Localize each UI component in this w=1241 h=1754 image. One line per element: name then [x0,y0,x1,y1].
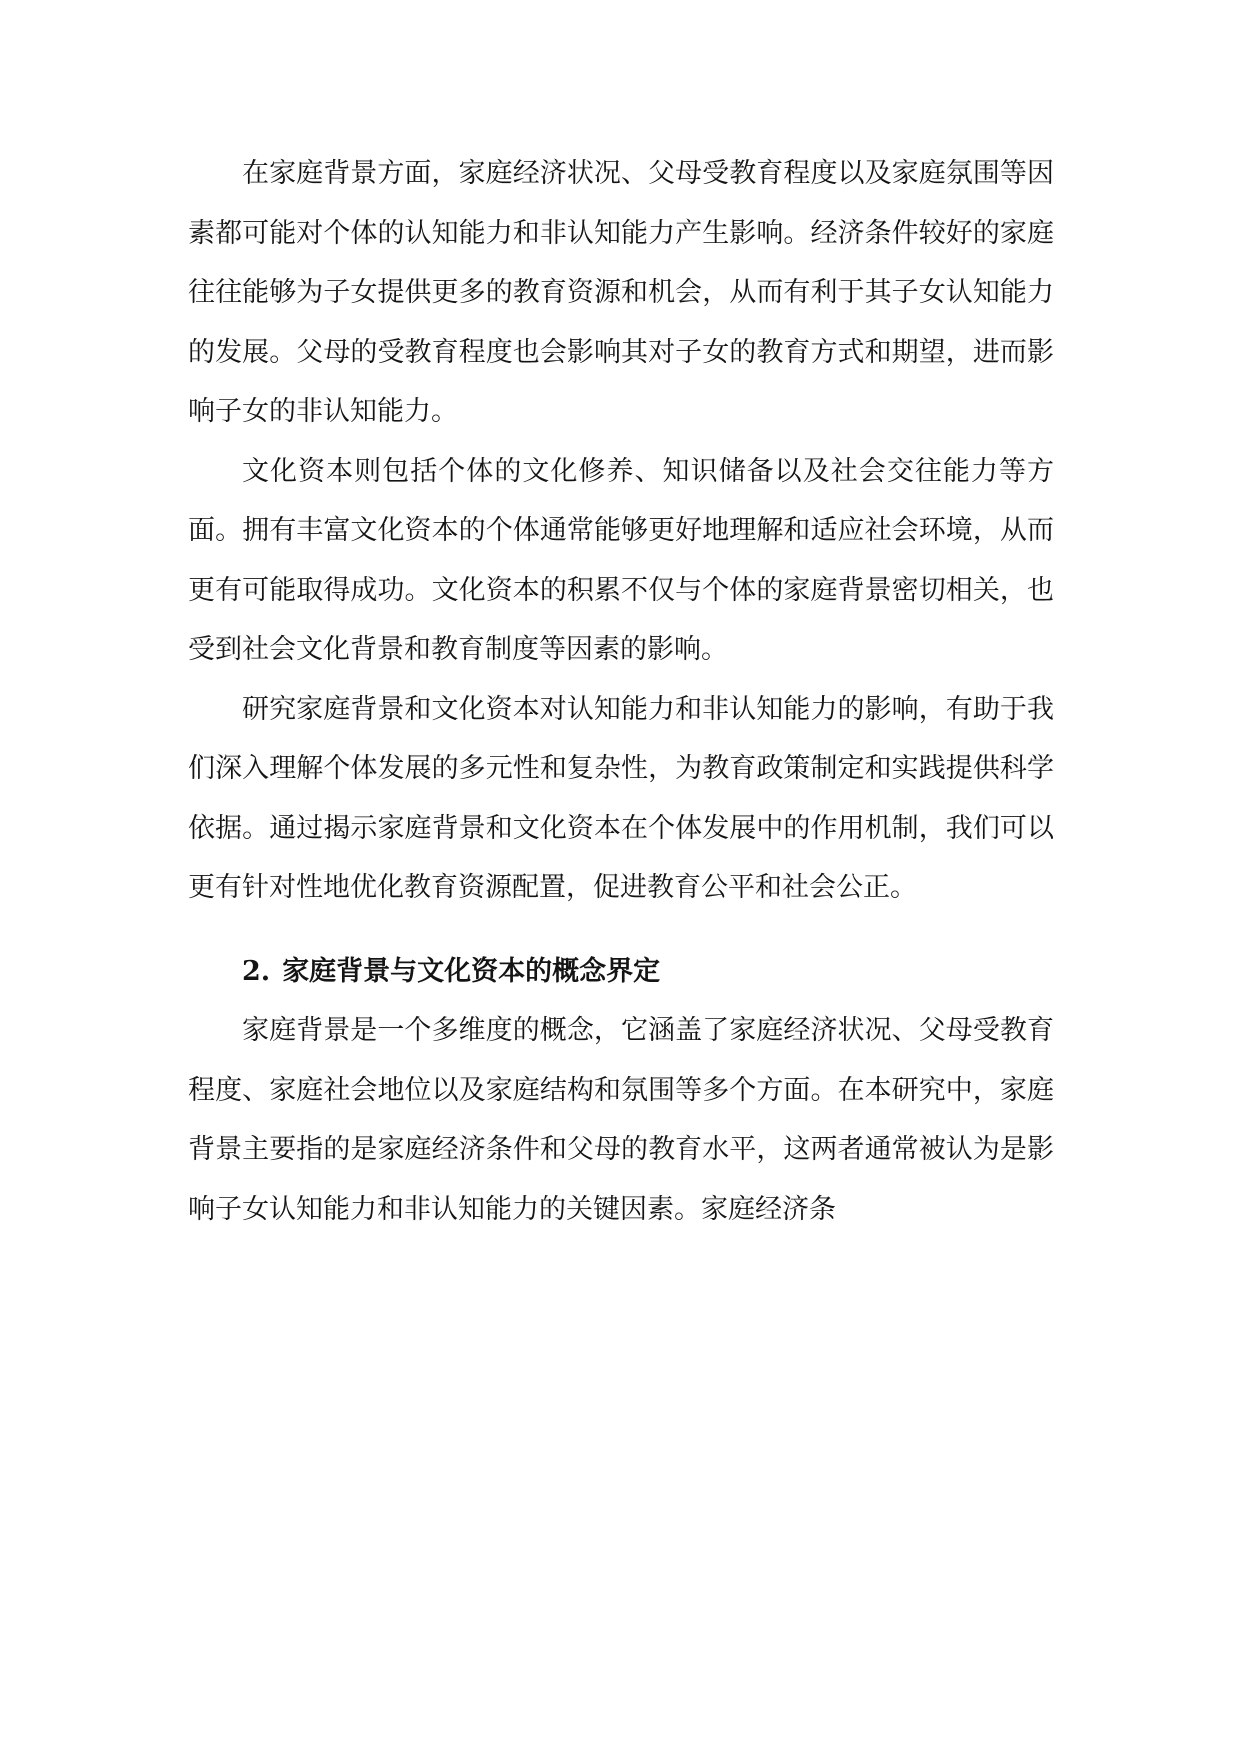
section-title: 家庭背景与文化资本的概念界定 [282,955,661,987]
paragraph-family-background-definition: 家庭背景是一个多维度的概念，它涵盖了家庭经济状况、父母受教育程度、家庭社会地位以及家庭结构和氛围等多个方面。在本研究中，家庭背景主要指的是家庭经济条件和父母的教育水平，这两者通常被认为是影响子女认知能力和非认知能力的关键因素。家庭经济条 [188,1015,1054,1225]
section-number: 2. [242,955,271,987]
document-body [188,144,1054,1239]
paragraph-cultural-capital: 文化资本则包括个体的文化修养、知识储备以及社会交往能力等方面。拥有丰富文化资本的个体通常能够更好地理解和适应社会环境，从而更有可能取得成功。文化资本的积累不仅与个体的家庭背景密切相关，也受到社会文化背景和教育制度等因素的影响。 [188,455,1054,665]
paragraph-research-significance: 研究家庭背景和文化资本对认知能力和非认知能力的影响，有助于我们深入理解个体发展的多元性和复杂性，为教育政策制定和实践提供科学依据。通过揭示家庭背景和文化资本在个体发展中的作用机制，我们可以更有针对性地优化教育资源配置，促进教育公平和社会公正。 [188,693,1054,903]
section-heading [188,942,1054,1002]
paragraph-family-background: 在家庭背景方面，家庭经济状况、父母受教育程度以及家庭氛围等因素都可能对个体的认知能力和非认知能力产生影响。经济条件较好的家庭往往能够为子女提供更多的教育资源和机会，从而有利于其子女认知能力的发展。父母的受教育程度也会影响其对子女的教育方式和期望，进而影响子女的非认知能力。 [188,158,1054,427]
